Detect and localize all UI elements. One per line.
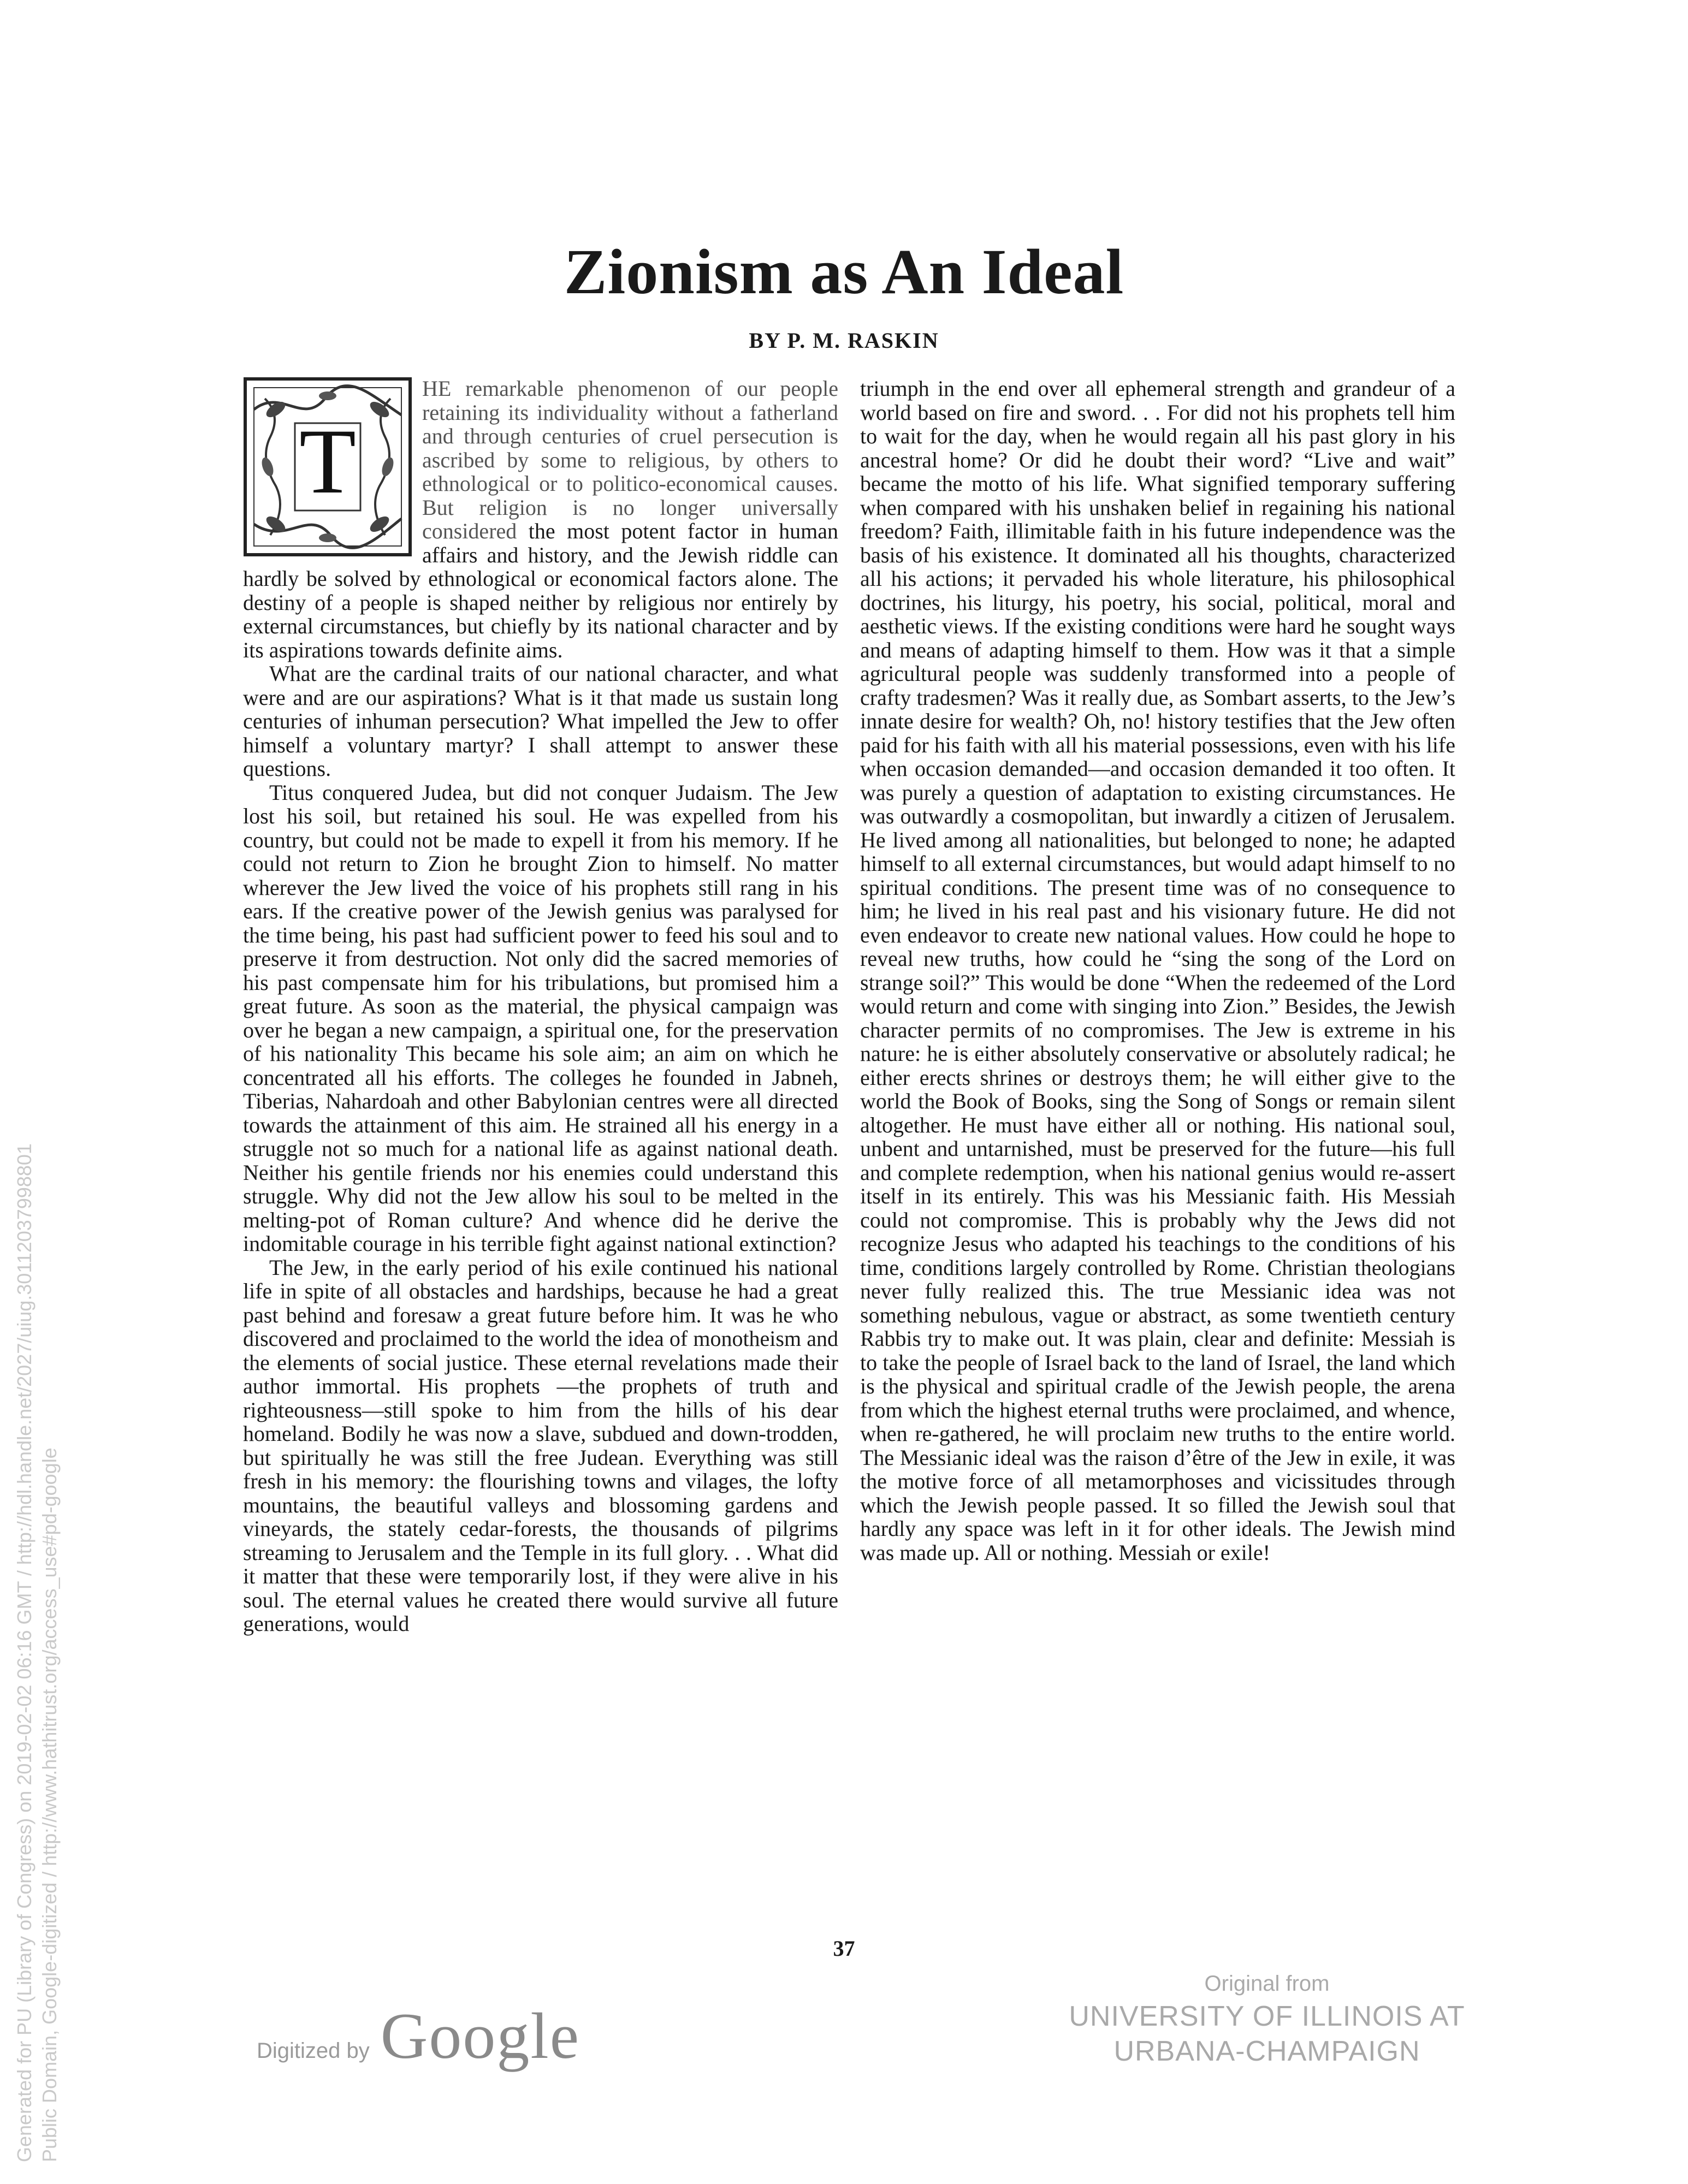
right-column <box>860 377 1455 1564</box>
institution-name: URBANA-CHAMPAIGN <box>1114 2035 1420 2067</box>
opening-paragraph <box>243 377 838 662</box>
lead-in-text: HE remarkable phenomenon of our people retaining its individuality without a fatherland and through centuries of cruel persecution is ascribed by some to religious, by others to ethnological or to politico-economical causes. But religion is no longer universally considered <box>422 376 838 543</box>
digitized-by-google <box>257 1998 580 2074</box>
google-logo: Google <box>380 1999 581 2072</box>
paragraph: The Jew, in the early period of his exile continued his national life in spite of all obstacles and hardships, because he had a great past behind and foresaw a great future before him. It was he who discovered and proclaimed to the world the idea of monotheism and the elements of social justice. These eternal revelations made their author immortal. His prophets —the prophets of truth and righteousness—still spoke to him from the hills of his dear homeland. Bodily he was now a slave, subdued and down-trodden, but spiritually he was still the free Judean. Everything was still fresh in his memory: the flourishing towns and vilages, the lofty mountains, the beautiful valleys and blossoming gardens and vineyards, the stately cedar-forests, the thousands of pilgrims streaming to Jerusalem and the Temple in its full glory. . . What did it matter that these were temporarily lost, if they were alive in his soul. The eternal values he created there would survive all future generations, would <box>243 1255 838 1636</box>
page-number: 37 <box>833 1936 855 1961</box>
hathitrust-watermark <box>12 1143 62 2162</box>
paragraph: triumph in the end over all ephemeral strength and grandeur of a world based on fire and sword. . . For did not his prophets tell him to wait for the day, when he would regain all his past glory in his ancestral home? Or did he doubt their word? “Live and wait” became the motto of his life. What signified temporary suffering when compared with his unshaken belief in regaining his national freedom? Faith, illimitable faith in his future independence was the basis of his existence. It dominated all his thoughts, characterized all his actions; it pervaded his whole literature, his philosophical doctrines, his liturgy, his poetry, his social, political, moral and aesthetic views. If the existing conditions were hard he sought ways and means of adapting himself to them. How was it that a simple agricultural people was suddenly transformed into a people of crafty tradesmen? Was it really due, as Sombart asserts, to the Jew’s innate desire for wealth? Oh, no! history testifies that the Jew often paid for his faith with all his material possessions, even with his life when occasion demanded—and occasion demanded it too often. It was purely a question of adaptation to existing circumstances. He was outwardly a cosmopolitan, but inwardly a citizen of Jerusalem. He lived among all nationalities, but belonged to none; he adapted himself to all external circumstances, but would adapt himself to no spiritual conditions. The present time was of no consequence to him; he lived in his real past and his visionary future. He did not even endeavor to create new national values. How could he hope to reveal new truths, how could he “sing the song of the Lord on strange soil?” This would be done “When the redeemed of the Lord would return and come with singing into Zion.” Besides, the Jewish character permits of no compromises. The Jew is extreme in his nature: he is either absolutely conservative or absolutely radical; he either erects shrines or destroys them; he will either give to the world the Book of Books, sing the Song of Songs or remain silent altogether. He must have either all or nothing. His national soul, unbent and untarnished, must be preserved for the future—his full and complete redemption, when his national genius would re-assert itself in its entirely. This was his Messianic faith. His Messiah could not compromise. This is probably why the Jews did not recognize Jesus who adapted his teachings to the conditions of his time, conditions largely controlled by Rome. Christian theologians never fully realized this. The true Messianic idea was not something nebulous, vague or abstract, as some twentieth century Rabbis try to make out. It was plain, clear and definite: Messiah is to take the people of Israel back to the land of Israel, the land which is the physical and spiritual cradle of the Jewish people, the arena from which the highest eternal truths were proclaimed, and whence, when re-gathered, he will proclaim new truths to the entire world. The Messianic ideal was the raison d’être of the Jew in exile, it was the motive force of all metamorphoses and vicissitudes through which the Jewish people passed. It so filled the Jewish soul that hardly any space was left in it for other ideals. The Jewish mind was made up. All or nothing. Messiah or exile! <box>860 376 1455 1565</box>
watermark-line: Public Domain, Google-digitized / http://www.hathitrust.org/access_use#pd-google <box>38 1447 61 2162</box>
original-source <box>1054 1968 1480 2069</box>
original-from-label: Original from <box>1204 1972 1330 1996</box>
ornamental-drop-cap <box>243 377 412 557</box>
left-column <box>243 377 838 1636</box>
institution-name: UNIVERSITY OF ILLINOIS AT <box>1069 2001 1465 2032</box>
drop-cap-letter: T <box>299 410 356 513</box>
paragraph: Titus conquered Judea, but did not conquer Judaism. The Jew lost his soil, but retained his soul. He was expelled from his country, but could not be made to expell it from his memory. If he could not return to Zion he brought Zion to himself. No matter wherever the Jew lived the voice of his prophets still rang in his ears. If the creative power of the Jewish genius was paralysed for the time being, his past had sufficient power to feed his soul and to preserve it from destruction. Not only did the sacred memories of his past compensate him for his tribulations, but promised him a great future. As soon as the material, the physical campaign was over he began a new campaign, a spiritual one, for the preservation of his nationality This became his sole aim; an aim on which he concentrated all his efforts. The colleges he founded in Jabneh, Tiberias, Nahardoah and other Babylonian centres were all directed towards the attainment of this aim. He strained all his energy in a struggle not so much for a national life as against national death. Neither his gentile friends nor his enemies could understand this struggle. Why did not the Jew allow his soul to be melted in the melting-pot of Roman culture? And whence did he derive the indomitable courage in his terrible fight against national extinction? <box>243 780 838 1256</box>
byline: BY P. M. RASKIN <box>749 328 939 353</box>
digitized-by-label: Digitized by <box>257 2039 370 2063</box>
watermark-line: Generated for PU (Library of Congress) on 2019-02-02 06:16 GMT / http://hdl.handle.net/2027/uiug.30112037998801 <box>13 1143 35 2162</box>
paragraph-text: the most potent factor in human affairs and history, and the Jewish riddle can hardly be solved by ethnological or economical factors alone. The destiny of a people is shaped neither by religious nor entirely by external circumstances, but chiefly by its national character and by its aspirations towards definite aims. <box>243 519 838 662</box>
paragraph: What are the cardinal traits of our national character, and what were and are our aspirations? What is it that made us sustain long centuries of inhuman persecution? What impelled the Jew to offer himself a voluntary martyr? I shall attempt to answer these questions. <box>243 661 838 781</box>
article-title: Zionism as An Ideal <box>564 236 1124 307</box>
